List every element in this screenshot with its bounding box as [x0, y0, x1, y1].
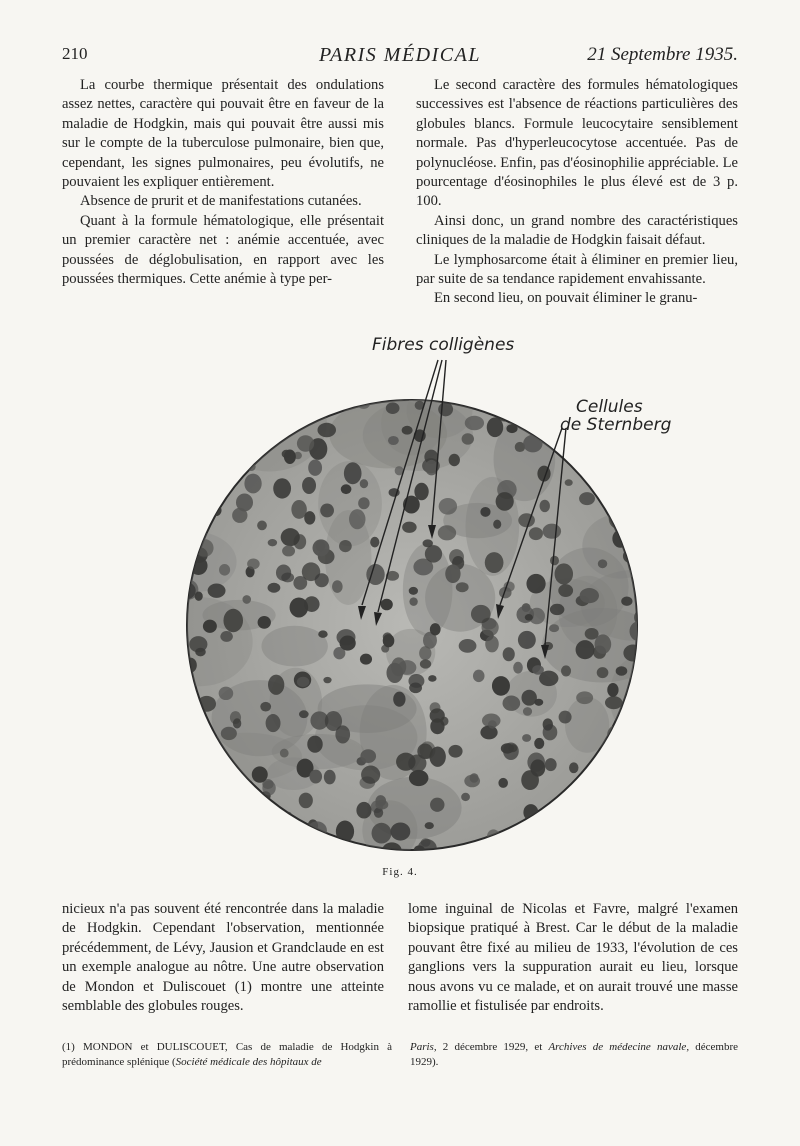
cell-nucleus [409, 587, 418, 595]
cell-nucleus [386, 402, 400, 414]
cell-nucleus [195, 816, 215, 834]
cell-nucleus [523, 707, 532, 716]
cell-nucleus [294, 534, 307, 549]
cell-nucleus [360, 654, 372, 665]
cell-nucleus [409, 597, 417, 606]
cell-nucleus [459, 639, 477, 653]
cell-nucleus [280, 749, 289, 758]
cell-nucleus [418, 839, 437, 857]
cell-nucleus [522, 734, 531, 742]
cell-nucleus [464, 775, 480, 787]
cell-nucleus [268, 675, 284, 695]
cell-nucleus [197, 696, 216, 712]
cell-nucleus [263, 420, 278, 433]
cell-nucleus [623, 501, 633, 513]
paragraph: Absence de prurit et de manifestations cutanées. [80, 193, 362, 210]
cell-nucleus [381, 599, 393, 611]
cell-nucleus [297, 677, 309, 687]
cell-nucleus [518, 513, 535, 527]
cell-nucleus [438, 402, 453, 416]
tissue-patch [194, 383, 267, 461]
cell-nucleus [538, 838, 547, 846]
column-top-left [62, 76, 384, 289]
cell-nucleus [304, 511, 315, 524]
cell-nucleus [525, 614, 533, 621]
cell-nucleus [492, 676, 510, 696]
cell-nucleus [543, 524, 562, 539]
cell-nucleus [312, 539, 329, 556]
cell-nucleus [375, 800, 388, 810]
tissue-patch [200, 405, 255, 456]
cell-nucleus [540, 500, 550, 512]
paragraph: La courbe thermique présentait des ondulations assez nettes, caractère qui pouvait être en faveur de la maladie de Hodgkin, mais qui pouvait être aussi mis sur le compte de la tuberculose pulmonaire, bien que, cependant, les signes pulmonaires, peu évolutifs, ne pouvaient les expliquer entièrement. [62, 77, 384, 191]
cell-nucleus [357, 398, 370, 409]
cell-nucleus [523, 804, 538, 821]
cell-nucleus [420, 659, 431, 668]
cell-nucleus [332, 580, 343, 593]
cell-nucleus [459, 848, 470, 859]
cell-nucleus [471, 605, 491, 623]
cell-nucleus [425, 822, 434, 829]
cell-nucleus [526, 574, 545, 594]
cell-nucleus [616, 506, 625, 514]
cell-nucleus [527, 407, 537, 416]
cell-nucleus [529, 527, 543, 540]
cell-nucleus [637, 459, 653, 475]
cell-nucleus [252, 766, 268, 782]
paragraph: Quant à la formule hématologique, elle présentait un premier caractère net : anémie accentuée, avec poussées de déglobulisation, en rapport avec les poussées thermiques. Cette anémie à type per- [62, 212, 384, 288]
cell-nucleus [317, 423, 336, 437]
cell-nucleus [325, 711, 342, 731]
cell-nucleus [244, 474, 261, 494]
paragraph: En second lieu, on pouvait éliminer le granu- [434, 290, 698, 307]
cell-nucleus [358, 497, 369, 509]
footnote-journal: Société médicale des hôpitaux de [175, 1055, 322, 1068]
cell-nucleus [501, 839, 518, 852]
cell-nucleus [309, 394, 322, 406]
cell-nucleus [627, 828, 640, 838]
cell-nucleus [503, 695, 521, 710]
cell-nucleus [388, 436, 399, 445]
cell-nucleus [414, 483, 428, 500]
footnote-date: 2 décembre 1929, et [436, 1041, 549, 1053]
cell-nucleus [189, 461, 204, 476]
cell-nucleus [535, 833, 549, 847]
cell-nucleus [247, 558, 260, 569]
cell-nucleus [203, 832, 220, 846]
cell-nucleus [555, 563, 573, 584]
cell-nucleus [208, 583, 226, 597]
cell-nucleus [473, 670, 485, 682]
cell-nucleus [372, 823, 392, 844]
cell-nucleus [608, 778, 623, 796]
cell-nucleus [576, 435, 587, 444]
cell-nucleus [621, 596, 632, 605]
paragraph: nicieux n'a pas souvent été rencontrée dans la maladie de Hodgkin. Cependant l'observation, mentionnée précédemment, de Lévy, Jausion et Grandclaude en est un exemple analogue au nôtre. Une autre observation de Mondon et Duliscouet (1) montre une atteinte semblable des globules rouges. [62, 901, 384, 1015]
cell-nucleus [284, 450, 296, 464]
cell-nucleus [266, 714, 281, 732]
cell-nucleus [516, 606, 534, 623]
running-header [62, 44, 738, 72]
cell-nucleus [449, 454, 460, 466]
label-cellules: Cellules [576, 397, 643, 417]
cell-nucleus [194, 720, 210, 735]
cell-nucleus [268, 539, 277, 546]
cell-nucleus [396, 753, 415, 771]
cell-nucleus [268, 583, 281, 593]
cell-nucleus [628, 513, 648, 528]
label-fibres: Fibres colligènes [372, 335, 515, 355]
cell-nucleus [417, 744, 432, 759]
column-bottom-right [408, 900, 738, 1016]
cell-nucleus [339, 540, 352, 552]
cell-nucleus [493, 520, 501, 529]
cell-nucleus [189, 557, 207, 575]
tissue-patch [565, 697, 609, 753]
cell-nucleus [340, 636, 356, 651]
cell-nucleus [190, 476, 206, 491]
cell-nucleus [258, 425, 274, 438]
cell-nucleus [315, 573, 329, 587]
cell-nucleus [261, 432, 275, 444]
cell-nucleus [561, 665, 571, 676]
cell-nucleus [200, 448, 212, 463]
tissue-patch [219, 382, 309, 418]
cell-nucleus [324, 770, 336, 785]
cell-nucleus [461, 793, 470, 801]
cell-nucleus [565, 479, 573, 486]
cell-nucleus [361, 766, 380, 784]
tissue-patch [212, 374, 327, 472]
cell-nucleus [438, 525, 456, 540]
cell-nucleus [323, 677, 331, 683]
cell-nucleus [506, 424, 517, 433]
cell-nucleus [419, 646, 431, 660]
cell-nucleus [292, 418, 303, 428]
cell-nucleus [534, 699, 543, 706]
cell-nucleus [550, 556, 559, 566]
cell-nucleus [545, 758, 557, 771]
cell-nucleus [236, 449, 248, 459]
cell-nucleus [258, 616, 271, 629]
cell-nucleus [534, 412, 552, 428]
cell-nucleus [302, 397, 314, 410]
cell-nucleus [591, 458, 609, 475]
cell-nucleus [240, 800, 254, 812]
cell-nucleus [248, 825, 268, 848]
cell-nucleus [600, 483, 612, 494]
cell-nucleus [623, 644, 642, 661]
cell-nucleus [219, 564, 230, 576]
cell-nucleus [602, 472, 617, 488]
cell-nucleus [184, 743, 202, 760]
cell-nucleus [252, 812, 264, 825]
cell-nucleus [448, 745, 462, 758]
cell-nucleus [187, 511, 199, 525]
cell-nucleus [605, 696, 622, 709]
cell-nucleus [430, 623, 441, 635]
cell-nucleus [409, 770, 429, 786]
micrograph-figure [150, 330, 690, 860]
cell-nucleus [580, 588, 599, 603]
column-bottom-left [62, 900, 384, 1016]
cell-nucleus [539, 671, 558, 686]
page-number: 210 [62, 44, 88, 63]
tissue-patch [571, 776, 680, 858]
cell-nucleus [402, 426, 413, 435]
cell-nucleus [176, 582, 195, 599]
cell-nucleus [257, 521, 267, 531]
cell-nucleus [508, 744, 517, 752]
cell-nucleus [612, 508, 620, 517]
footnote-journal-2: Archives de médecine navale, [548, 1041, 690, 1053]
cell-nucleus [439, 498, 457, 515]
cell-nucleus [430, 798, 444, 812]
cell-nucleus [273, 478, 291, 498]
column-top-right [416, 76, 738, 309]
footnote-left [62, 1040, 392, 1069]
cell-nucleus [496, 492, 514, 511]
cell-nucleus [180, 677, 194, 688]
cell-nucleus [576, 640, 595, 659]
cell-nucleus [299, 793, 313, 809]
cell-nucleus [233, 718, 241, 728]
cell-nucleus [200, 808, 208, 819]
cell-nucleus [607, 683, 618, 697]
cell-nucleus [485, 552, 504, 573]
cell-nucleus [391, 822, 411, 840]
cell-nucleus [503, 647, 515, 661]
cell-nucleus [621, 761, 629, 770]
cell-nucleus [307, 821, 327, 839]
footnote-text: Cas de maladie de Hodgkin à prédominance splénique ( [62, 1041, 393, 1068]
cell-nucleus [543, 724, 558, 740]
cell-nucleus [356, 802, 371, 819]
cell-nucleus [309, 400, 326, 415]
footnote-place: Paris, [410, 1041, 437, 1053]
cell-nucleus [179, 494, 194, 512]
tissue-patch [261, 626, 327, 667]
footnote-right [410, 1040, 738, 1069]
cell-nucleus [425, 545, 442, 562]
cell-nucleus [495, 403, 514, 422]
cell-nucleus [569, 762, 578, 773]
cell-nucleus [634, 776, 652, 796]
paragraph: Le second caractère des formules hématologiques successives est l'absence de réactions particulières des globules blancs. Formule leucocytaire sensiblement normale. Pas d'hyperleucocytose accentuée. Pas de polynucléose. Enfin, pas d'éosinophilie appréciable. Le pourcentage d'éosinophiles le plus élevé est de 3 p. 100. [416, 77, 738, 210]
cell-nucleus [430, 718, 444, 734]
cell-nucleus [370, 537, 379, 548]
cell-nucleus [480, 507, 490, 517]
cell-nucleus [242, 595, 251, 604]
cell-nucleus [601, 456, 613, 468]
cell-nucleus [360, 479, 368, 488]
cell-nucleus [263, 421, 280, 439]
cell-nucleus [220, 631, 233, 642]
cell-nucleus [498, 778, 508, 788]
cell-nucleus [336, 821, 354, 843]
cell-nucleus [304, 596, 320, 612]
cell-nucleus [597, 667, 609, 678]
cell-nucleus [190, 844, 199, 852]
cell-nucleus [630, 621, 647, 640]
cell-nucleus [308, 459, 322, 475]
cell-nucleus [485, 636, 499, 653]
cell-nucleus [609, 508, 627, 529]
cell-nucleus [344, 462, 362, 484]
cell-nucleus [320, 503, 334, 517]
cell-nucleus [187, 757, 196, 764]
cell-nucleus [549, 624, 559, 632]
cell-nucleus [215, 417, 232, 437]
journal-title: PARIS MÉDICAL [319, 44, 481, 66]
cell-nucleus [262, 781, 275, 796]
cell-nucleus [631, 529, 647, 545]
cell-nucleus [195, 592, 203, 601]
cell-nucleus [610, 495, 629, 517]
cell-nucleus [534, 738, 544, 749]
cell-nucleus [299, 710, 309, 718]
cell-nucleus [559, 711, 572, 724]
cell-nucleus [602, 471, 615, 482]
cell-nucleus [558, 584, 573, 597]
cell-nucleus [236, 493, 253, 511]
cell-nucleus [307, 736, 322, 753]
cell-nucleus [203, 620, 217, 633]
cell-nucleus [309, 770, 322, 784]
figure-caption: Fig. 4. [382, 866, 418, 878]
cell-nucleus [179, 821, 194, 834]
paragraph: Le lymphosarcome était à éliminer en premier lieu, par suite de sa tendance rapidement envahissante. [416, 251, 738, 288]
cell-nucleus [282, 545, 295, 556]
cell-nucleus [550, 604, 565, 615]
cell-nucleus [360, 749, 376, 763]
cell-nucleus [223, 609, 243, 632]
cell-nucleus [579, 492, 595, 505]
cell-nucleus [523, 435, 542, 453]
issue-date: 21 Septembre 1935. [587, 44, 738, 65]
cell-nucleus [349, 509, 365, 529]
cell-nucleus [219, 687, 234, 700]
cell-nucleus [229, 452, 239, 462]
cell-nucleus [530, 759, 545, 776]
cell-nucleus [598, 559, 607, 568]
cell-nucleus [204, 797, 214, 805]
cell-nucleus [273, 838, 287, 855]
cell-nucleus [341, 484, 352, 494]
cell-nucleus [576, 691, 593, 704]
cell-nucleus [276, 564, 291, 580]
cell-nucleus [577, 791, 592, 806]
cell-nucleus [456, 582, 469, 592]
cell-nucleus [204, 403, 223, 424]
cell-nucleus [391, 657, 406, 676]
cell-nucleus [465, 416, 484, 431]
cell-nucleus [518, 631, 536, 649]
label-sternberg: de Sternberg [560, 415, 672, 435]
cell-nucleus [383, 634, 395, 647]
paragraph: lome inguinal de Nicolas et Favre, malgré l'examen biopsique pratiqué à Brest. Car le début de la maladie pouvant être fixé au milieu de 1933, l'évolution de ces ganglions vers la suppuration aurait eu lieu, lorsque nous avons vu ce malade, et on aurait trouvé une masse ramollie et fistulisée par endroits. [408, 901, 738, 1015]
cell-nucleus [402, 522, 417, 533]
footnote-end: décembre 1929). [410, 1041, 739, 1068]
cell-nucleus [618, 788, 636, 806]
cell-nucleus [513, 662, 523, 674]
cell-nucleus [445, 565, 460, 584]
cell-nucleus [558, 833, 574, 847]
cell-nucleus [297, 435, 314, 451]
cell-nucleus [614, 759, 627, 771]
cell-nucleus [462, 433, 474, 444]
cell-nucleus [221, 727, 237, 740]
cell-nucleus [184, 753, 201, 772]
footnote-authors: (1) MONDON et DULISCOUET, [62, 1041, 228, 1053]
cell-nucleus [211, 394, 227, 411]
paragraph: Ainsi donc, un grand nombre des caractéristiques cliniques de la maladie de Hodgkin faisait défaut. [416, 212, 738, 249]
cell-nucleus [302, 477, 316, 494]
cell-nucleus [189, 836, 201, 848]
cell-nucleus [408, 674, 424, 688]
cell-nucleus [318, 630, 327, 638]
cell-nucleus [488, 720, 497, 728]
cell-nucleus [178, 484, 194, 501]
cell-nucleus [574, 809, 582, 818]
cell-nucleus [428, 675, 436, 682]
micrograph-illustration [150, 330, 690, 860]
cell-nucleus [393, 692, 405, 707]
cell-nucleus [183, 683, 194, 692]
cell-nucleus [585, 628, 599, 640]
cell-nucleus [616, 666, 628, 676]
cell-nucleus [600, 437, 616, 451]
cell-nucleus [601, 815, 609, 823]
cell-nucleus [195, 648, 206, 657]
cell-nucleus [627, 732, 636, 740]
cell-nucleus [260, 702, 271, 712]
cell-nucleus [543, 848, 552, 855]
